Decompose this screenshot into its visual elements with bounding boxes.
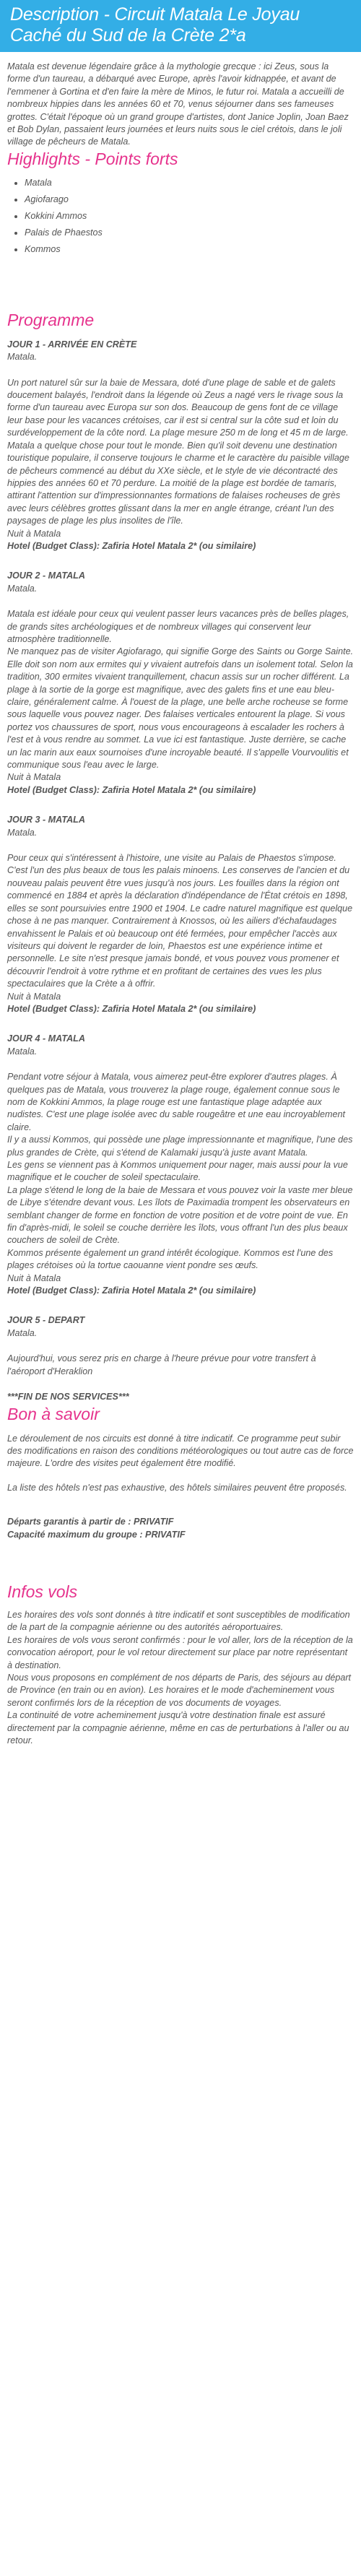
bon-a-savoir-text: La liste des hôtels n'est pas exhaustive, des hôtels similaires peuvent être proposés. — [7, 1482, 347, 1493]
bon-a-savoir-section — [7, 1404, 354, 1541]
day-title: JOUR 3 - MATALA — [7, 815, 85, 825]
day-body: Pour ceux qui s'intéressent à l'histoire, une visite au Palais de Phaestos s'impose. C'est l'un des plus beaux de tous les palais minoens. Les conserves de l'ancien et du nouveau palais peuvent être vues jusqu'à nos jours. Les fouilles dans la région ont commencé en 1884 et après la déclaration d'indépendance de l'État crétois en 1898, elles se sont poursuivies entre 1900 et 1904. Le cadre naturel magnifique est quelque chose à ne pas manquer. Contrairement à Knossos, où les ailiers d'échafaudages envahissent le Palais et où beaucoup ont été fermées, pour empêcher l'accès aux visiteurs qui doivent le regarder de loin, Phaestos est une expérience intime et personnelle. Le site n'est presque jamais bondé, et vous pouvez vous promener et découvrir l'endroit à votre rythme et en profitant de certaines des vues les plus spectaculaires que la Crète a à offrir. — [7, 853, 353, 989]
list-item: • Matala — [25, 175, 354, 191]
day-body: Matala est idéale pour ceux qui veulent passer leurs vacances près de belles plages, de grands sites archéologiques et de nombreux villages qui conservent leur atmosphère traditionnelle. Ne manquez pas de visiter Agiofarago, qui signifie Gorge des Saints ou Gorge Sainte. Elle doit son nom aux ermites qui y vivaient autrefois dans un isolement total. Selon la tradition, 300 ermites vivaient tranquillement, chacun assis sur un rocher différent. La plage à la sortie de la gorge est magnifique, avec des galets fins et une eau bleu-claire, généralement calme. À l'ouest de la plage, une belle arche rocheuse se forme sous laquelle vous pouvez nager. Des falaises verticales entourent la plage. Si vous portez vos chaussures de sport, nous vous encourageons à escalader les rochers à l'est et à vous rendre au sommet. La vue ici est fantastique. Juste derrière, se cache un lac marin aux eaux sournoises d'une incroyable beauté. Il s'appelle Vourvoulitis et communique sous l'eau avec le large. — [7, 609, 354, 771]
day-4 — [7, 1033, 354, 1297]
capacite-maximum: Capacité maximum du groupe : PRIVATIF — [7, 1529, 186, 1540]
day-location: Matala. — [7, 352, 38, 363]
infos-vols-heading: Infos vols — [7, 1582, 78, 1601]
day-3 — [7, 814, 354, 1015]
day-title: JOUR 4 - MATALA — [7, 1033, 85, 1044]
programme-heading: Programme — [7, 310, 95, 329]
list-item: • Palais de Phaestos — [25, 225, 354, 241]
day-hotel: Hotel (Budget Class): Zafiria Hotel Matala 2* (ou similaire) — [7, 540, 256, 551]
highlights-list — [7, 175, 354, 258]
end-of-services: ***FIN DE NOS SERVICES*** — [7, 1392, 129, 1402]
day-body: Pendant votre séjour à Matala, vous aimerez peut-être explorer d'autres plages. À quelques pas de Matala, vous trouverez la plage rouge, également connue sous le nom de Kokkini Ammos, la plage rouge est une fantastique plage adaptée aux nudistes. C'est une plage isolée avec du sable rougeâtre et une eau incroyablement claire. Il y a aussi Kommos, qui possède une plage impressionnante et magnifique, l'une des plus grandes de Crète, qui s'étend de Kalamaki jusqu'à juste avant Matala. Les gens se viennent pas à Kommos uniquement pour nager, mais aussi pour la vue magnifique et le coucher de soleil spectaculaire. La plage s'étend le long de la baie de Messara et vous pouvez voir la vaste mer bleue de Libye s'étendre devant vous. Les îlots de Paximadia trompent les observateurs en semblant changer de forme en fonction de votre position et de votre point de vue. En fin d'après-midi, le soleil se couche derrière les îlots, vous offrant l'un des plus beaux couchers de soleil de Crète. Kommos présente également un grand intérêt écologique. Kommos est l'une des plages crétoises où la tortue caouanne vient pondre ses œufs. — [7, 1072, 353, 1271]
day-night: Nuit à Matala — [7, 528, 61, 539]
list-item: • Kommos — [25, 241, 354, 258]
bon-a-savoir-text: Le déroulement de nos circuits est donné à titre indicatif. Ce programme peut subir des modifications en raison des conditions météorologiques ou tout autre cas de force majeure. L'ordre des visites peut également être modifié. — [7, 1433, 354, 1469]
intro-text: Matala est devenue légendaire grâce à la mythologie grecque : ici Zeus, sous la forme d'un taureau, a débarqué avec Europe, après l'avoir kidnappée, et avant de l'emmener à Gortina et d'en faire la mère de Minos, le futur roi. Matala a accueilli de nombreux hippies dans les années 60 et 70, venus séjourner dans ses fameuses grottes. C'était l'époque où un grand groupe d'artistes, dont Janice Joplin, Joan Baez et Bob Dylan, passaient leurs journées et leurs nuits sous le ciel crétois, dans le joli village de pêcheurs de Matala. — [7, 61, 349, 147]
list-item: • Kokkini Ammos — [25, 208, 354, 225]
infos-vols-section — [7, 1582, 354, 1747]
day-title: JOUR 1 - ARRIVÉE EN CRÈTE — [7, 339, 137, 350]
highlights-heading: Highlights - Points forts — [7, 149, 178, 168]
day-body: Aujourd'hui, vous serez pris en charge à l'heure prévue pour votre transfert à l'aéroport d'Heraklion — [7, 1353, 316, 1376]
day-hotel: Hotel (Budget Class): Zafiria Hotel Matala 2* (ou similaire) — [7, 1285, 256, 1296]
infos-vols-text: Les horaires des vols sont donnés à titre indicatif et sont susceptibles de modification de la part de la compagnie aérienne ou des autorités aéroportuaires. Les horaires de vols vous seront confirmés : pour le vol aller, lors de la réception de la convocation aéroport, pour le vol retour directement sur place par notre représentant à destination. Nous vous proposons en complément de nos départs de Paris, des séjours au départ de Province (en train ou en avion). Les horaires et le mode d'acheminement vous seront confirmés lors de la réception de vos documents de voyages. La continuité de votre acheminement jusqu'à votre destination finale est assuré directement par la compagnie aérienne, même en cas de perturbations à l'aller ou au retour. — [7, 1609, 353, 1745]
list-item: • Agiofarago — [25, 191, 354, 208]
day-location: Matala. — [7, 583, 38, 594]
day-2 — [7, 570, 354, 797]
bon-a-savoir-heading: Bon à savoir — [7, 1404, 100, 1423]
day-location: Matala. — [7, 827, 38, 838]
day-location: Matala. — [7, 1327, 38, 1338]
day-night: Nuit à Matala — [7, 991, 61, 1002]
day-night: Nuit à Matala — [7, 1272, 61, 1283]
day-body: Un port naturel sûr sur la baie de Messara, doté d'une plage de sable et de galets doucement balayés, l'endroit dans la légende où Zeus a nagé vers le rivage sous la forme d'un taureau avec Europa sur son dos. Beaucoup de gens font de ce village leur base pour les vacances crétoises, car il est si central sur la côte sud et loin du surdéveloppement de la côte nord. La plage mesure 250 m de long et 45 m de large. Matala a quelque chose pour tout le monde. Bien qu'il soit devenu une destination touristique populaire, il conserve toujours le charme et le caractère du paisible village de pêcheurs commencé au début du XXe siècle, et le style de vie décontracté des hippies des années 60 et 70 perdure. La moitié de la plage est bordée de tamaris, attirant l'attention sur d'impressionnantes formations de falaises rocheuses de grès avec leurs célèbres grottes glissant dans la mer en angle étrange, créant l'un des paysages de plage les plus insolites de l'île. — [7, 377, 349, 526]
day-5 — [7, 1314, 354, 1378]
day-1 — [7, 339, 354, 553]
day-hotel: Hotel (Budget Class): Zafiria Hotel Matala 2* (ou similaire) — [7, 1003, 256, 1014]
day-title: JOUR 5 - DEPART — [7, 1315, 85, 1326]
page-title: Description - Circuit Matala Le Joyau Caché du Sud de la Crète 2*a — [0, 0, 361, 52]
day-title: JOUR 2 - MATALA — [7, 571, 85, 581]
departs-garantis: Départs garantis à partir de : PRIVATIF — [7, 1517, 174, 1527]
day-night: Nuit à Matala — [7, 772, 61, 783]
day-location: Matala. — [7, 1046, 38, 1057]
main-content — [0, 52, 361, 1754]
day-hotel: Hotel (Budget Class): Zafiria Hotel Matala 2* (ou similaire) — [7, 784, 256, 795]
